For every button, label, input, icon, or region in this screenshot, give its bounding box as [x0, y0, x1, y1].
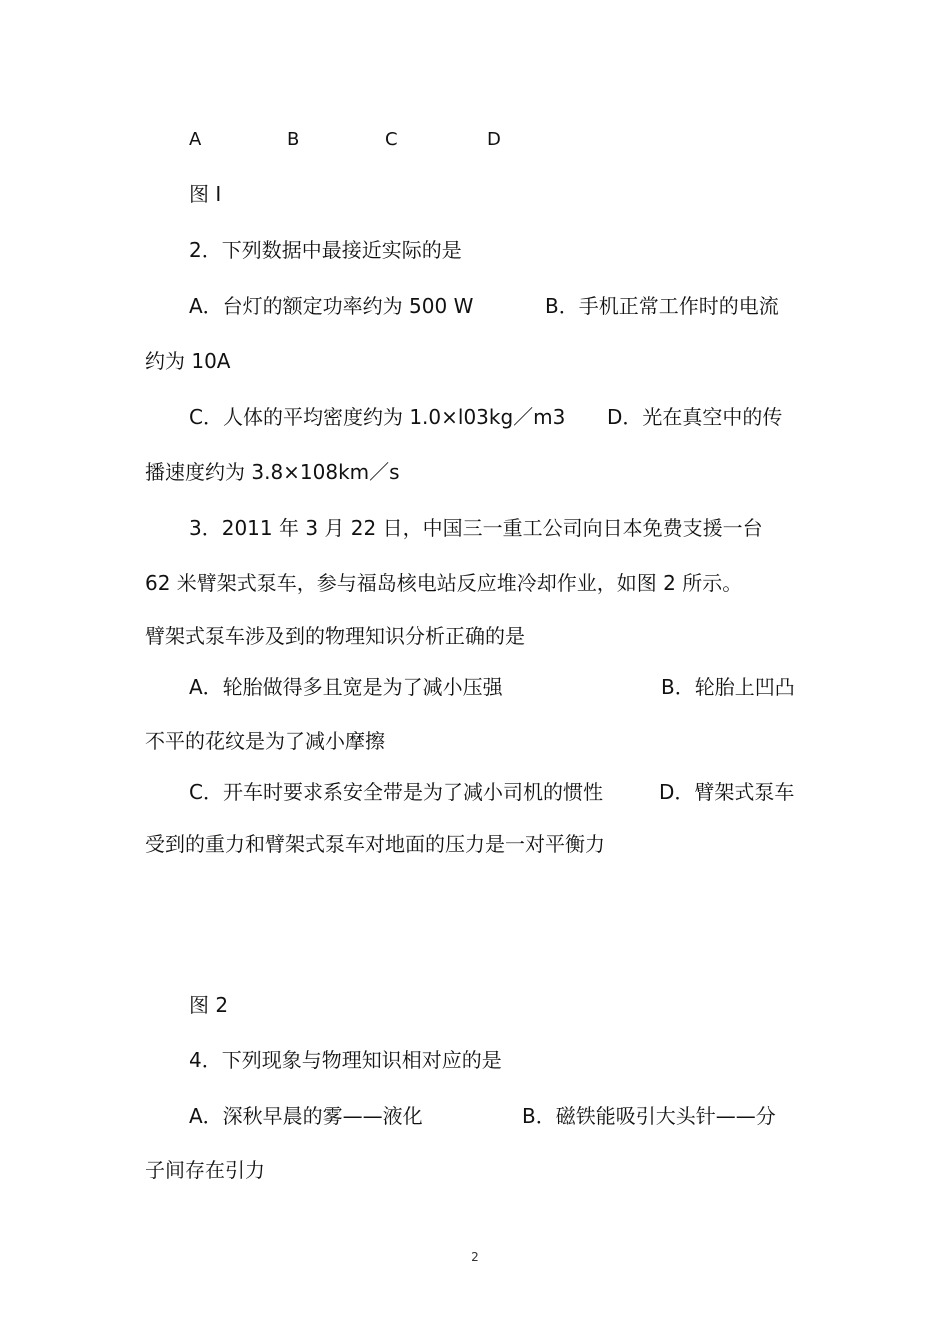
figure1-label-c: C — [385, 129, 398, 150]
q2-option-c: C．人体的平均密度约为 1.0×l03kg／m3 — [189, 405, 566, 429]
q4-option-b: B．磁铁能吸引大头针——分 — [522, 1104, 776, 1128]
q2-stem: 2．下列数据中最接近实际的是 — [189, 238, 462, 262]
figure1-option-labels — [189, 126, 609, 154]
q3-options-ab — [189, 673, 810, 701]
q3-option-d-continued: 受到的重力和臂架式泵车对地面的压力是一对平衡力 — [145, 832, 605, 856]
q4-option-b-continued: 子间存在引力 — [145, 1158, 265, 1182]
q3-stem-line2: 62 米臂架式泵车，参与福岛核电站反应堆冷却作业，如图 2 所示。 — [145, 571, 743, 595]
q2-option-b: B．手机正常工作时的电流 — [545, 294, 779, 318]
q3-option-d: D．臂架式泵车 — [659, 780, 795, 804]
q2-options-cd — [189, 403, 810, 431]
q3-stem-line3: 臂架式泵车涉及到的物理知识分析正确的是 — [145, 624, 525, 648]
figure1-caption: 图 I — [189, 182, 222, 206]
page-number: 2 — [471, 1250, 479, 1264]
figure1-label-b: B — [287, 129, 300, 150]
q2-option-d-continued: 播速度约为 3.8×108km／s — [145, 460, 400, 484]
q2-option-d: D．光在真空中的传 — [607, 405, 783, 429]
figure2-caption: 图 2 — [189, 993, 229, 1017]
q4-option-a: A．深秋早晨的雾——液化 — [189, 1104, 423, 1128]
q2-options-ab — [189, 292, 810, 320]
q3-option-c: C．开车时要求系安全带是为了减小司机的惯性 — [189, 780, 603, 804]
q2-option-a: A．台灯的额定功率约为 500 W — [189, 294, 474, 318]
q4-options-ab — [189, 1102, 810, 1130]
q4-stem: 4．下列现象与物理知识相对应的是 — [189, 1048, 502, 1072]
figure1-label-d: D — [487, 129, 501, 150]
q3-stem-line1: 3．2011 年 3 月 22 日，中国三一重工公司向日本免费支援一台 — [189, 516, 763, 540]
q3-option-b-continued: 不平的花纹是为了减小摩擦 — [145, 729, 385, 753]
q3-options-cd — [189, 778, 810, 806]
q3-option-a: A．轮胎做得多且宽是为了减小压强 — [189, 675, 503, 699]
figure1-label-a: A — [189, 129, 202, 150]
q2-option-b-continued: 约为 10A — [145, 349, 231, 373]
q3-option-b: B．轮胎上凹凸 — [661, 675, 795, 699]
